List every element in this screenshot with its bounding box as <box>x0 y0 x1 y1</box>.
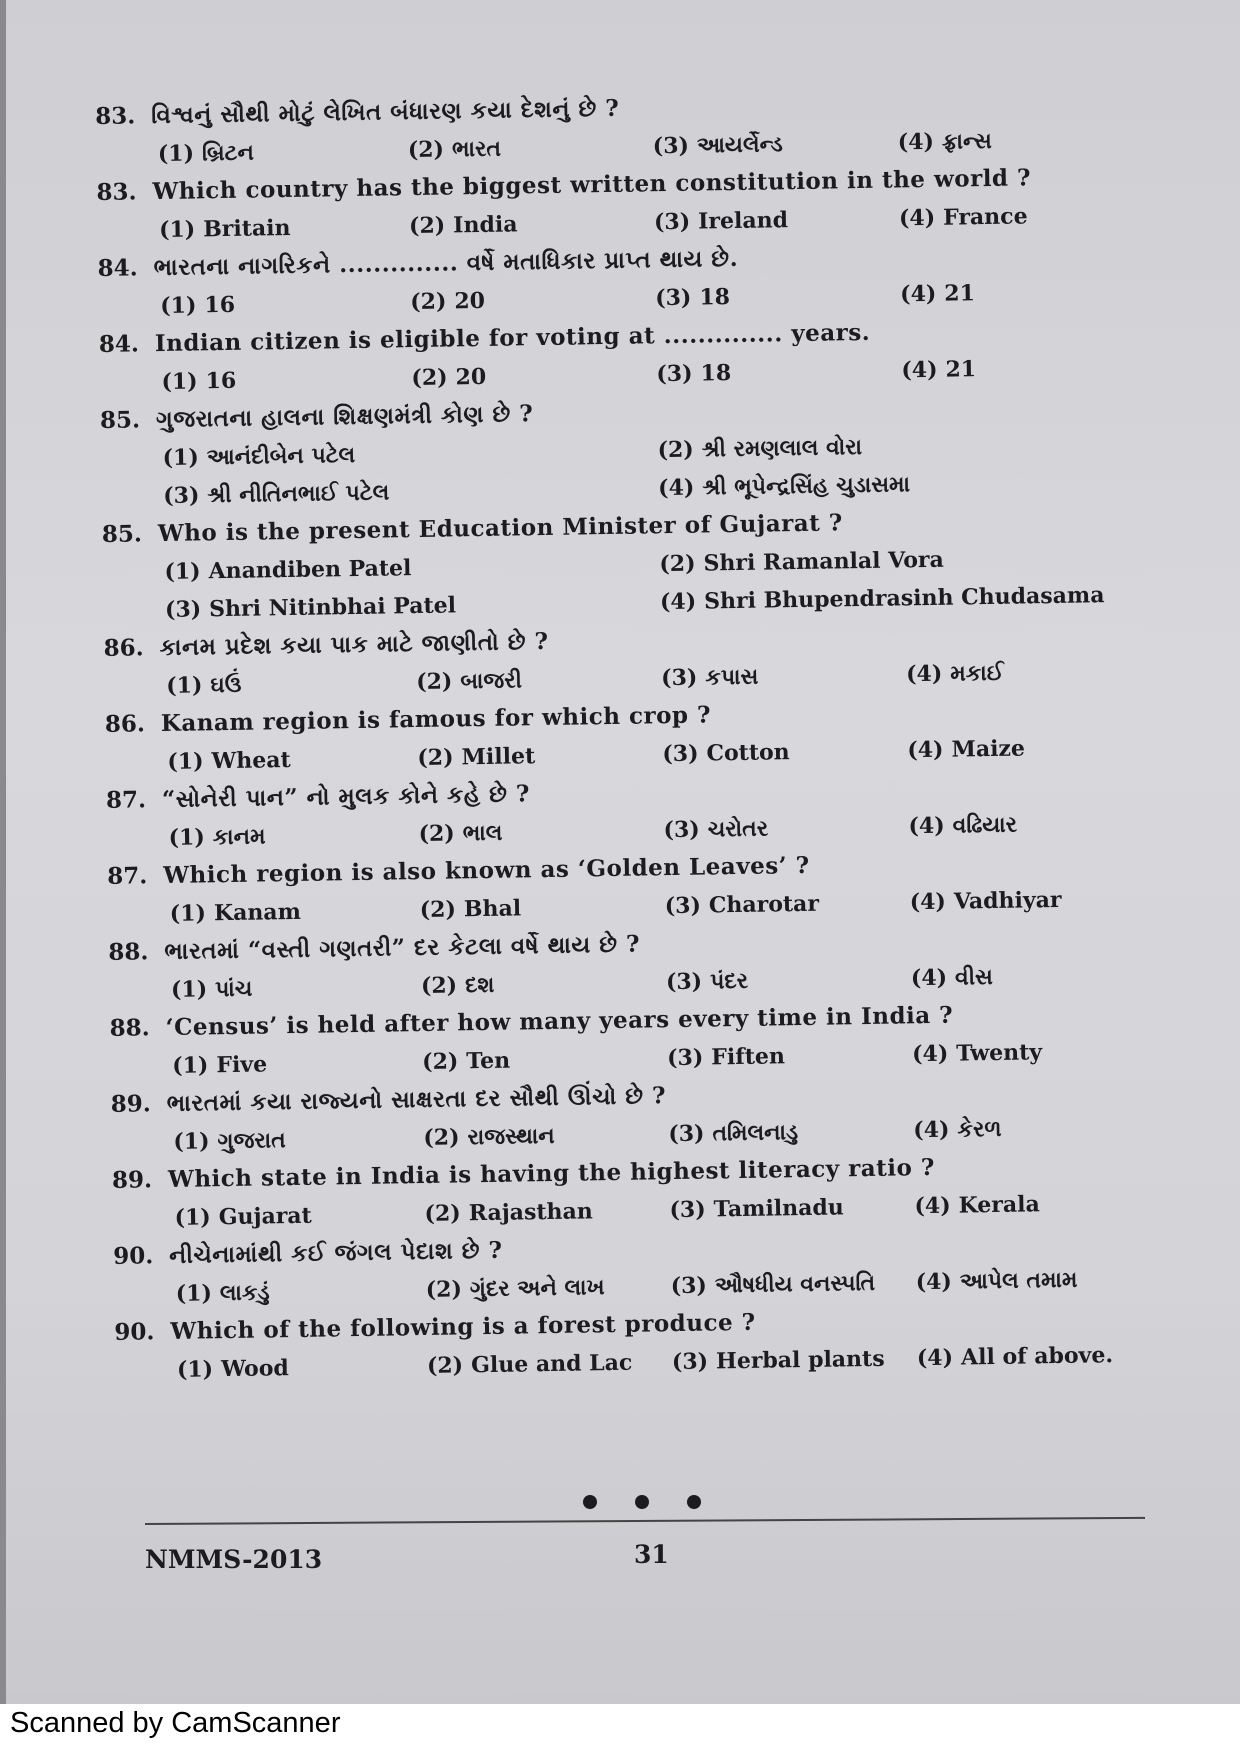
question-english <box>112 1146 1123 1238</box>
option-number: (3) <box>164 596 202 623</box>
option-number: (1) <box>158 216 196 244</box>
option-number: (2) <box>411 364 448 392</box>
option-label: 18 <box>699 284 731 311</box>
option-label: ભાલ <box>462 819 503 847</box>
question-number: 85. <box>99 406 141 434</box>
question-text: નીચેનામાંથી કઈ જંગલ પેદાશ છે ? <box>168 1236 503 1269</box>
question-english <box>114 1298 1125 1390</box>
answer-option <box>170 891 421 933</box>
answer-option <box>653 123 899 165</box>
option-label: Kanam <box>213 898 302 927</box>
option-label: 20 <box>454 287 486 315</box>
answer-option <box>662 731 908 773</box>
answer-option <box>658 461 1154 507</box>
answer-option <box>917 1335 1163 1377</box>
answer-option <box>663 807 909 849</box>
answer-option <box>906 651 1152 693</box>
option-label: 16 <box>204 291 236 319</box>
option-number: (4) <box>898 204 936 232</box>
option-label: 21 <box>945 356 977 383</box>
option-number: (1) <box>174 1204 211 1231</box>
question-gujarati <box>113 1222 1124 1314</box>
option-label: ઘઉં <box>210 671 242 699</box>
option-label: 16 <box>205 367 237 395</box>
answer-option <box>666 959 912 1001</box>
option-number: (2) <box>419 896 457 923</box>
option-number: (2) <box>417 744 454 772</box>
option-number: (2) <box>418 820 455 848</box>
option-number: (4) <box>916 1344 954 1372</box>
answer-option <box>669 1187 915 1229</box>
question-text: Kanam region is famous for which crop ? <box>160 701 712 738</box>
answer-option <box>667 1035 913 1077</box>
option-number: (2) <box>426 1352 464 1379</box>
option-label: Anandiben Patel <box>208 555 412 585</box>
option-number: (4) <box>657 474 695 502</box>
option-label: Bhal <box>463 895 522 923</box>
option-label: શ્રી ભૂપેન્દ્રસિંહ ચુડાસમા <box>702 471 911 501</box>
option-label: Twenty <box>956 1039 1043 1067</box>
question-gujarati <box>100 386 1112 516</box>
answer-option <box>173 1119 424 1161</box>
answer-option <box>668 1111 914 1153</box>
answer-option <box>661 655 907 697</box>
option-label: આયર્લેન્ડ <box>696 131 783 159</box>
option-label: Glue and Lac <box>470 1349 633 1379</box>
option-label: Rajasthan <box>468 1198 593 1227</box>
answer-option <box>422 1039 668 1081</box>
option-number: (1) <box>166 672 203 699</box>
option-number: (1) <box>169 900 207 927</box>
option-label: Charotar <box>708 890 820 919</box>
option-number: (4) <box>901 356 938 384</box>
answer-option <box>427 1343 673 1385</box>
option-number: (1) <box>161 368 198 395</box>
question-text: “સોનેરી પાન” નો મુલક કોને કહે છે ? <box>161 780 531 814</box>
option-number: (3) <box>652 132 690 160</box>
answer-option <box>421 963 667 1005</box>
answer-option <box>168 815 419 857</box>
answer-option <box>416 659 662 701</box>
option-label: Ten <box>466 1047 511 1075</box>
option-label: કેરળ <box>957 1115 1002 1143</box>
option-label: ઔષધીય વનસ્પતિ <box>714 1269 876 1299</box>
answer-option <box>900 272 1146 314</box>
option-number: (3) <box>653 208 691 236</box>
option-label: Gujarat <box>218 1202 312 1231</box>
question-text: ભારતના નાગરિકને .............. વર્ષે મતાધિકાર પ્રાપ્ત થાય છે. <box>153 244 739 282</box>
answer-option <box>408 127 654 169</box>
option-number: (1) <box>170 976 208 1003</box>
footer-divider <box>145 1517 1145 1525</box>
answer-option <box>158 131 409 173</box>
option-number: (2) <box>410 288 447 316</box>
question-text: કાનમ પ્રદેશ કયા પાક માટે જાણીતો છે ? <box>159 627 549 662</box>
question-number: 89. <box>111 1166 153 1194</box>
answer-option <box>911 955 1157 997</box>
option-number: (3) <box>655 284 692 312</box>
dot-icon <box>583 1495 597 1509</box>
question-text: Which region is also known as ‘Golden Leaves’ ? <box>163 851 810 890</box>
question-number: 84. <box>97 254 138 282</box>
answer-option <box>409 203 655 245</box>
answer-option <box>654 199 900 241</box>
option-label: Tamilnadu <box>713 1194 845 1223</box>
option-label: Cotton <box>706 739 790 767</box>
question-english <box>109 994 1120 1086</box>
answer-option <box>411 355 657 397</box>
answer-option <box>417 735 663 777</box>
option-number: (3) <box>669 1196 706 1224</box>
option-label: Five <box>216 1051 268 1079</box>
option-label: બાજરી <box>460 667 523 695</box>
option-number: (3) <box>670 1272 708 1300</box>
option-number: (3) <box>664 892 702 920</box>
question-text: Who is the present Education Minister of Gujarat ? <box>157 509 843 548</box>
end-of-section-dots <box>583 1495 701 1509</box>
option-label: રાજસ્થાન <box>467 1122 555 1151</box>
option-number: (4) <box>908 812 945 840</box>
option-number: (2) <box>420 972 458 999</box>
option-label: Ireland <box>697 207 789 235</box>
question-text: Which country has the biggest written constitution in the world ? <box>152 164 1032 206</box>
option-number: (1) <box>160 292 197 319</box>
question-number: 88. <box>109 1014 150 1042</box>
option-label: Kerala <box>958 1191 1040 1219</box>
option-label: વઢિયાર <box>952 811 1018 839</box>
option-number: (2) <box>659 550 696 578</box>
question-gujarati <box>97 234 1108 326</box>
page-number: 31 <box>634 1540 669 1569</box>
option-label: India <box>452 211 518 239</box>
option-number: (3) <box>671 1348 709 1376</box>
answer-option <box>913 1107 1159 1149</box>
answer-option <box>672 1339 918 1381</box>
option-label: ગુજરાત <box>217 1127 286 1155</box>
answer-option <box>165 583 661 629</box>
option-number: (3) <box>665 968 703 996</box>
question-number: 85. <box>101 520 143 548</box>
option-label: પાંચ <box>214 975 253 1003</box>
option-label: Wood <box>220 1355 289 1383</box>
option-number: (2) <box>416 668 453 696</box>
scanner-watermark: Scanned by CamScanner <box>10 1707 341 1739</box>
option-label: Britain <box>203 214 291 243</box>
option-number: (3) <box>163 482 200 509</box>
answer-option <box>424 1191 670 1233</box>
answer-option <box>177 1347 428 1389</box>
option-number: (1) <box>157 140 195 168</box>
option-number: (2) <box>657 436 694 464</box>
option-label: શ્રી રમણલાલ વોરા <box>701 433 863 463</box>
answer-option <box>418 811 664 853</box>
answer-option <box>914 1183 1160 1225</box>
answer-option <box>172 1043 423 1085</box>
question-english <box>107 842 1118 934</box>
option-number: (2) <box>421 1048 459 1075</box>
answer-option <box>660 575 1156 621</box>
answer-option <box>425 1267 671 1309</box>
question-list <box>95 82 1125 1390</box>
question-english <box>99 310 1110 402</box>
option-number: (3) <box>660 664 698 692</box>
option-number: (1) <box>172 1052 209 1079</box>
answer-option <box>912 1031 1158 1073</box>
exam-name: NMMS-2013 <box>145 1545 323 1574</box>
option-label: Wheat <box>211 747 291 775</box>
answer-option <box>166 663 417 705</box>
dot-icon <box>687 1495 701 1509</box>
option-number: (2) <box>407 136 445 164</box>
answer-option <box>423 1115 669 1157</box>
answer-option <box>897 120 1143 162</box>
answer-option <box>655 275 901 317</box>
question-number: 86. <box>103 634 144 662</box>
question-text: Which of the following is a forest produce ? <box>170 1308 756 1345</box>
option-label: 20 <box>455 363 487 391</box>
answer-option <box>909 879 1155 921</box>
option-number: (1) <box>175 1280 213 1307</box>
option-number: (2) <box>423 1124 460 1151</box>
answer-option <box>908 803 1154 845</box>
option-label: ગુંદર અને લાખ <box>469 1274 605 1303</box>
answer-option <box>167 739 418 781</box>
question-gujarati <box>108 918 1119 1010</box>
option-number: (2) <box>425 1276 463 1303</box>
option-number: (2) <box>408 212 446 240</box>
question-text: Which state in India is having the highest literacy ratio ? <box>167 1153 936 1193</box>
answer-option <box>410 279 656 321</box>
question-text: વિશ્વનું સૌથી મોટું લેખિત બંધારણ કયા દેશનું છે ? <box>151 94 620 130</box>
option-number: (4) <box>905 660 943 688</box>
option-label: આનંદીબેન પટેલ <box>206 441 356 471</box>
option-label: Maize <box>951 735 1026 763</box>
answer-option <box>171 967 422 1009</box>
option-label: Shri Ramanlal Vora <box>703 546 944 577</box>
option-label: 21 <box>944 280 976 307</box>
option-label: વીસ <box>954 964 994 991</box>
option-number: (3) <box>666 1044 704 1072</box>
option-number: (4) <box>913 1116 950 1144</box>
question-number: 87. <box>105 786 147 814</box>
option-label: તમિલનાડુ <box>712 1119 799 1147</box>
question-text: ભારતમાં “વસ્તી ગણતરી” દર કેટલા વર્ષે થાય છે ? <box>164 930 641 966</box>
answer-option <box>664 883 910 925</box>
option-number: (1) <box>168 824 205 851</box>
question-number: 84. <box>98 330 140 358</box>
question-gujarati <box>103 614 1114 706</box>
option-number: (3) <box>662 740 699 768</box>
option-number: (4) <box>915 1268 953 1296</box>
question-number: 83. <box>95 102 136 130</box>
answer-option <box>174 1195 425 1237</box>
option-label: કાનમ <box>212 823 266 851</box>
option-number: (3) <box>656 360 693 388</box>
option-label: શ્રી નીતિનભાઈ પટેલ <box>207 479 390 509</box>
dot-icon <box>635 1495 649 1509</box>
question-number: 86. <box>104 710 146 738</box>
option-label: Millet <box>461 743 536 771</box>
question-text: ‘Census’ is held after how many years every time in India ? <box>165 1001 954 1042</box>
answer-option <box>899 196 1145 238</box>
answer-option <box>670 1263 916 1305</box>
answer-option <box>901 348 1147 390</box>
option-number: (1) <box>176 1356 214 1383</box>
answer-option <box>160 283 411 325</box>
option-label: ચરોતર <box>707 815 769 843</box>
question-number: 89. <box>110 1090 152 1118</box>
question-gujarati <box>106 766 1117 858</box>
option-number: (3) <box>663 816 700 844</box>
question-english <box>105 690 1116 782</box>
option-number: (4) <box>909 888 947 916</box>
answer-option <box>159 207 410 249</box>
option-label: France <box>942 203 1028 231</box>
option-number: (4) <box>659 588 697 616</box>
option-label: 18 <box>700 360 732 387</box>
option-label: ફ્રાન્સ <box>941 127 993 155</box>
answer-option <box>656 351 902 393</box>
option-number: (4) <box>910 964 948 992</box>
question-number: 87. <box>107 862 148 890</box>
answer-option <box>161 359 412 401</box>
option-label: દશ <box>464 971 495 999</box>
option-label: Shri Nitinbhai Patel <box>208 592 457 623</box>
option-number: (4) <box>897 128 935 156</box>
option-number: (4) <box>914 1192 951 1220</box>
option-label: Shri Bhupendrasinh Chudasama <box>703 582 1105 615</box>
question-number: 88. <box>108 938 149 966</box>
option-number: (4) <box>907 736 944 764</box>
option-label: Herbal plants <box>715 1345 885 1375</box>
option-number: (2) <box>424 1200 461 1227</box>
answer-option <box>907 727 1153 769</box>
question-english <box>96 158 1107 250</box>
option-label: Vadhiyar <box>953 886 1062 915</box>
option-number: (4) <box>911 1040 949 1068</box>
option-label: All of above. <box>960 1342 1114 1371</box>
question-number: 90. <box>114 1318 155 1346</box>
question-text: ભારતમાં કયા રાજ્યનો સાક્ષરતા દર સૌથી ઊંચો છે ? <box>166 1082 667 1117</box>
answer-option <box>175 1271 426 1313</box>
option-label: કપાસ <box>705 663 759 691</box>
option-label: આપેલ તમામ <box>959 1266 1078 1295</box>
question-gujarati <box>111 1070 1122 1162</box>
question-number: 90. <box>112 1242 154 1270</box>
option-label: પંદર <box>709 967 749 995</box>
option-number: (1) <box>167 748 204 775</box>
answer-option <box>419 887 665 929</box>
option-number: (1) <box>164 558 201 585</box>
option-label: બ્રિટન <box>201 139 255 167</box>
option-number: (1) <box>173 1128 210 1155</box>
option-number: (3) <box>668 1120 705 1148</box>
option-number: (4) <box>899 280 937 308</box>
option-label: મકાઈ <box>950 659 1004 687</box>
option-label: લાકડું <box>219 1279 270 1307</box>
option-label: ભારત <box>451 135 502 163</box>
question-text: Indian citizen is eligible for voting at .............. years. <box>154 318 871 358</box>
question-text: ગુજરાતના હાલના શિક્ષણમંત્રી કોણ છે ? <box>155 400 534 434</box>
answer-option <box>915 1259 1161 1301</box>
question-number: 83. <box>96 178 137 206</box>
option-number: (1) <box>162 444 200 471</box>
question-english <box>102 500 1114 630</box>
option-label: Fiften <box>711 1043 786 1071</box>
